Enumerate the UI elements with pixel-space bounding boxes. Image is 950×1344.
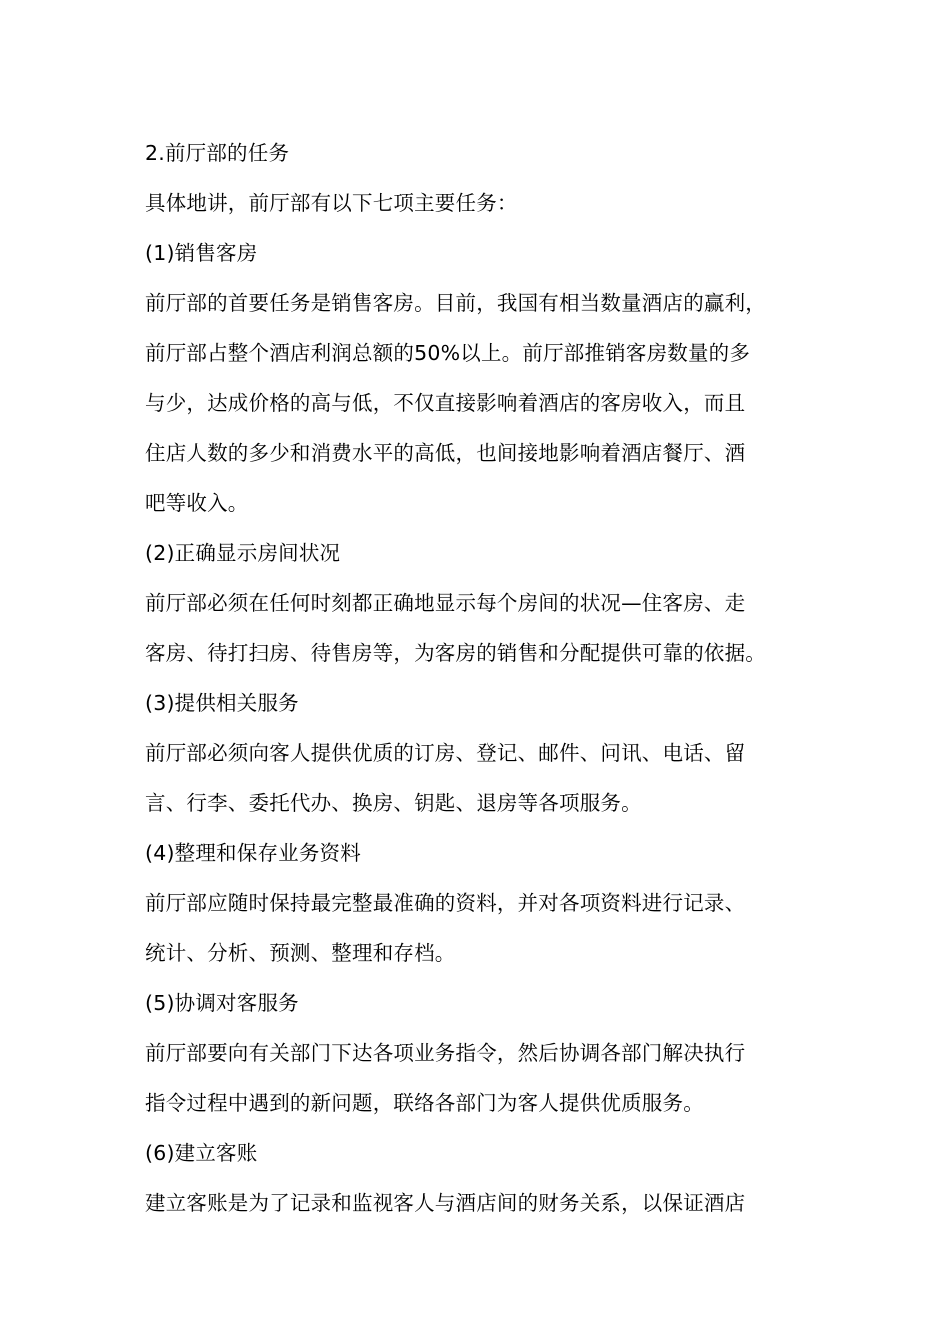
task-heading-6: (6)建立客账 (145, 1141, 258, 1165)
task-3-paragraph-line: 言、行李、委托代办、换房、钥匙、退房等各项服务。 (145, 791, 642, 815)
task-2-paragraph-line: 客房、待打扫房、待售房等，为客房的销售和分配提供可靠的依据。 (145, 641, 766, 665)
task-3-paragraph-line: 前厅部必须向客人提供优质的订房、登记、邮件、问讯、电话、留 (145, 741, 746, 765)
task-1-paragraph-line: 住店人数的多少和消费水平的高低，也间接地影响着酒店餐厅、酒 (145, 441, 746, 465)
task-5-paragraph-line: 前厅部要向有关部门下达各项业务指令，然后协调各部门解决执行 (145, 1041, 746, 1065)
task-6-paragraph-line: 建立客账是为了记录和监视客人与酒店间的财务关系，以保证酒店 (145, 1191, 746, 1215)
task-1-paragraph-line: 前厅部的首要任务是销售客房。目前，我国有相当数量酒店的赢利， (145, 291, 766, 315)
task-4-paragraph-line: 统计、分析、预测、整理和存档。 (145, 941, 456, 965)
task-heading-1: (1)销售客房 (145, 241, 258, 265)
task-2-paragraph-line: 前厅部必须在任何时刻都正确地显示每个房间的状况—住客房、走 (145, 591, 746, 615)
task-4-paragraph-line: 前厅部应随时保持最完整最准确的资料，并对各项资料进行记录、 (145, 891, 746, 915)
document-body (145, 128, 825, 1228)
task-1-paragraph-line: 吧等收入。 (145, 491, 249, 515)
intro-paragraph: 具体地讲，前厅部有以下七项主要任务： (145, 191, 518, 215)
task-heading-4: (4)整理和保存业务资料 (145, 841, 361, 865)
task-heading-3: (3)提供相关服务 (145, 691, 299, 715)
task-1-paragraph-line: 前厅部占整个酒店利润总额的50%以上。前厅部推销客房数量的多 (145, 341, 751, 365)
task-5-paragraph-line: 指令过程中遇到的新问题，联络各部门为客人提供优质服务。 (145, 1091, 704, 1115)
task-heading-5: (5)协调对客服务 (145, 991, 299, 1015)
section-heading: 2.前厅部的任务 (145, 141, 290, 165)
task-heading-2: (2)正确显示房间状况 (145, 541, 341, 565)
task-1-paragraph-line: 与少，达成价格的高与低，不仅直接影响着酒店的客房收入，而且 (145, 391, 746, 415)
